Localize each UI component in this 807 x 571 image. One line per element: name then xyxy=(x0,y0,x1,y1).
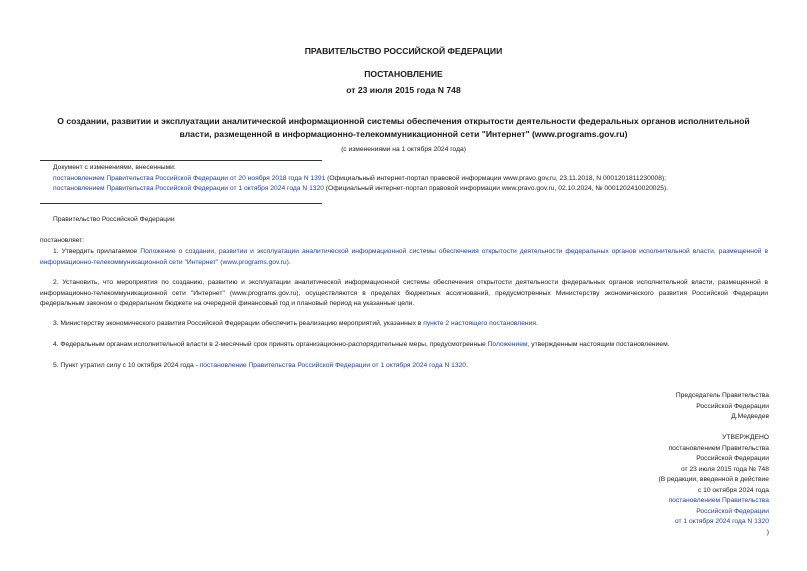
paragraph-5-prefix: 5. Пункт утратил силу с 10 октября 2024 года - xyxy=(53,362,200,369)
approval-close-paren: ) xyxy=(766,528,769,536)
amendments-intro: Документ с изменениями, внесенными: xyxy=(53,164,176,171)
approval-block xyxy=(469,433,769,538)
approval-line: (В редакции, введенной в действие xyxy=(658,476,769,483)
regulation-link[interactable]: Положение о создании, развитии и эксплуатации аналитической информационной системы обеспечения открытости деятельности федеральных органов исполнительной власти, размещенной в информационно-телекоммуникационной сети "Интернет" (www.programs.gov.ru) xyxy=(40,248,768,266)
signature-country: Российской Федерации xyxy=(696,402,769,410)
document-title-line-1: О создании, развитии и эксплуатации аналитической информационной системы обеспечения открытости деятельности федеральных органов исполнительной xyxy=(57,116,750,126)
paragraph-4-prefix: 4. Федеральным органам исполнительной власти в 2-месячный срок принять организационно-распорядительные меры, предусмотренные xyxy=(53,341,488,348)
document-date-number: от 23 июля 2015 года N 748 xyxy=(346,85,461,95)
approval-heading: УТВЕРЖДЕНО xyxy=(722,434,769,441)
approval-amendment-link[interactable]: постановлением Правительства xyxy=(668,497,769,504)
point-2-link[interactable]: пункте 2 настоящего постановления xyxy=(423,320,536,327)
signature-block xyxy=(469,391,769,423)
approval-amendment-link[interactable]: от 1 октября 2024 года N 1320 xyxy=(674,518,769,525)
amendment-link-1320[interactable]: постановлением Правительства Российской Федерации от 1 октября 2024 года N 1320 xyxy=(53,185,324,192)
resolves-label: постановляет: xyxy=(40,237,85,244)
paragraph-1 xyxy=(40,247,768,268)
repeal-link[interactable]: постановление Правительства Российской Федерации от 1 октября 2024 года N 1320 xyxy=(199,362,467,369)
regulation-short-link[interactable]: Положением xyxy=(487,341,528,348)
document-title-line-2: власти, размещенной в информационно-телекоммуникационной сети "Интернет" (www.programs.gov.ru) xyxy=(179,129,628,139)
government-subject: Правительство Российской Федерации xyxy=(53,216,175,223)
paragraph-5-suffix: . xyxy=(466,362,468,369)
paragraph-1-suffix: . xyxy=(288,258,291,266)
paragraph-3-prefix: 3. Министерству экономического развития Российской Федерации обеспечить реализацию мероприятий, указанных в xyxy=(53,320,424,327)
amendment-item xyxy=(53,184,773,195)
approval-amendment-link[interactable]: Российской Федерации xyxy=(696,507,769,515)
paragraph-5 xyxy=(40,361,768,372)
revision-note: (с изменениями на 1 октября 2024 года) xyxy=(341,146,466,153)
approval-line: постановлением Правительства xyxy=(668,444,769,452)
paragraph-4-suffix: , утвержденным настоящим постановлением. xyxy=(527,341,670,348)
amendment-item xyxy=(53,174,773,185)
paragraph-2: 2. Установить, что мероприятия по созданию, развитию и эксплуатации аналитической информационной системы обеспечения открытости деятельности федеральных органов исполнительной власти, размещенной в информационно-телекоммуникационной сети "Интернет" (www.programs.gov.ru), осуществляются в пределах бюджетных ассигнований, предусмотренных Министерству экономического развития Российской Федерации федеральным законом о федеральном бюджете на очередной финансовый год и плановый период на указанные цели. xyxy=(40,279,768,307)
amendments-block xyxy=(53,163,773,195)
signature-name: Д.Медведев xyxy=(731,413,769,420)
amendment-source: (Официальный интернет-портал правовой информации www.pravo.gov.ru, 02.10.2024, № 0001202410020025). xyxy=(323,185,669,192)
paragraph-3-suffix: . xyxy=(535,320,538,327)
approval-line: от 23 июля 2015 года № 748 xyxy=(680,465,769,473)
government-heading: ПРАВИТЕЛЬСТВО РОССИЙСКОЙ ФЕДЕРАЦИИ xyxy=(304,46,503,56)
paragraph-1-prefix: 1. Утвердить прилагаемое xyxy=(53,248,141,255)
divider-bottom xyxy=(40,203,322,204)
document-type: ПОСТАНОВЛЕНИЕ xyxy=(364,69,443,79)
document-title xyxy=(40,115,767,141)
paragraph-4 xyxy=(40,340,768,351)
signature-position: Председатель Правительства xyxy=(675,392,769,399)
amendment-link-1391[interactable]: постановлением Правительства Российской Федерации от 20 ноября 2018 года N 1391 xyxy=(53,174,326,182)
approval-line: с 10 октября 2024 года xyxy=(697,486,769,494)
paragraph-3 xyxy=(40,319,768,330)
divider-top xyxy=(40,160,322,161)
amendment-source: (Официальный интернет-портал правовой информации www.pravo.gov.ru, 23.11.2018, N 0001201811230008); xyxy=(325,174,667,182)
approval-line: Российской Федерации xyxy=(696,455,769,462)
